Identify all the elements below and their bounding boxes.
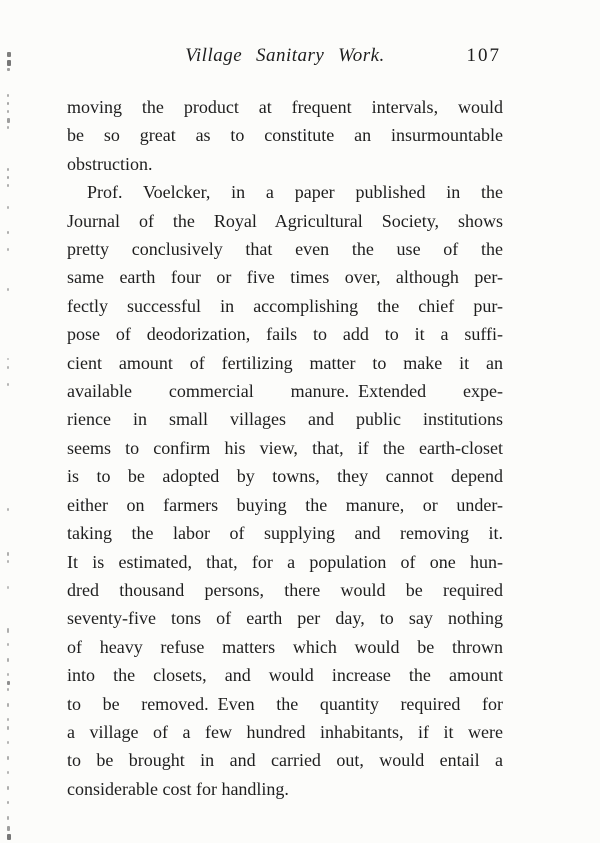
scan-artifact bbox=[7, 231, 9, 234]
scan-artifact bbox=[7, 206, 9, 209]
text-line: to be removed. Even the quantity required for bbox=[67, 693, 503, 714]
scan-artifact bbox=[7, 288, 9, 291]
text-line: considerable cost for handling. bbox=[67, 778, 289, 799]
scan-artifact bbox=[7, 826, 10, 831]
scan-artifact bbox=[7, 718, 9, 721]
text-line: seventy-five tons of earth per day, to say nothing bbox=[67, 608, 503, 629]
page-number: 107 bbox=[466, 45, 501, 66]
running-header bbox=[67, 0, 503, 71]
scan-artifact bbox=[7, 366, 9, 369]
scan-artifact bbox=[7, 102, 9, 105]
scan-artifact bbox=[7, 586, 9, 589]
text-line: rience in small villages and public institutions bbox=[67, 409, 503, 430]
scan-artifact bbox=[7, 118, 10, 123]
scan-artifact bbox=[7, 52, 11, 57]
scan-artifact bbox=[7, 94, 9, 97]
scan-artifact bbox=[7, 688, 9, 691]
text-line: same earth four or five times over, although per- bbox=[67, 267, 503, 288]
text-line: to be brought in and carried out, would entail a bbox=[67, 750, 503, 771]
scan-artifact bbox=[7, 834, 11, 840]
text-line: of heavy refuse matters which would be thrown bbox=[67, 636, 503, 657]
scan-artifact bbox=[7, 176, 9, 179]
scan-artifact bbox=[7, 756, 9, 760]
text-line: is to be adopted by towns, they cannot depend bbox=[67, 466, 503, 487]
scan-artifact bbox=[7, 168, 9, 171]
scan-artifact bbox=[7, 741, 9, 744]
scan-artifact bbox=[7, 703, 9, 707]
text-line: fectly successful in accomplishing the chief pur- bbox=[67, 295, 503, 316]
scan-artifact bbox=[7, 786, 9, 790]
scan-artifact bbox=[7, 643, 9, 646]
scan-artifact bbox=[7, 68, 10, 71]
running-header-title: Village Sanitary Work. bbox=[185, 45, 385, 66]
scan-artifact bbox=[7, 508, 9, 511]
scan-artifact bbox=[7, 628, 9, 633]
scan-artifact bbox=[7, 658, 9, 662]
text-line: pretty conclusively that even the use of the bbox=[67, 239, 503, 260]
text-line: Prof. Voelcker, in a paper published in the bbox=[87, 182, 503, 203]
text-line: cient amount of fertilizing matter to make it an bbox=[67, 352, 503, 373]
text-line: taking the labor of supplying and removing it. bbox=[67, 523, 503, 544]
scan-artifact bbox=[7, 816, 9, 820]
scan-artifact bbox=[7, 560, 9, 563]
scan-artifact bbox=[7, 110, 9, 113]
scan-artifact bbox=[7, 358, 9, 360]
scan-artifact bbox=[7, 771, 9, 774]
scan-artifact bbox=[7, 383, 9, 386]
text-line: dred thousand persons, there would be required bbox=[67, 579, 503, 600]
text-line: moving the product at frequent intervals, would bbox=[67, 97, 503, 117]
text-line: either on farmers buying the manure, or under- bbox=[67, 494, 503, 515]
text-line: a village of a few hundred inhabitants, if it were bbox=[67, 721, 503, 742]
scan-artifact bbox=[7, 60, 11, 66]
text-line: It is estimated, that, for a population of one hun- bbox=[67, 551, 503, 572]
text-line: obstruction. bbox=[67, 153, 153, 174]
scan-artifact bbox=[7, 801, 9, 804]
body-text bbox=[67, 93, 503, 803]
text-line: available commercial manure. Extended expe- bbox=[67, 381, 503, 402]
scan-artifact bbox=[7, 681, 10, 685]
text-line: be so great as to constitute an insurmountable bbox=[67, 125, 503, 146]
scan-artifact bbox=[7, 126, 9, 129]
text-line: into the closets, and would increase the amount bbox=[67, 665, 503, 686]
text-column bbox=[67, 0, 503, 803]
text-line: pose of deodorization, fails to add to it a suffi- bbox=[67, 324, 503, 345]
scan-artifact bbox=[7, 184, 9, 187]
scan-artifact bbox=[7, 726, 9, 730]
scan-artifact bbox=[7, 552, 9, 556]
scan-artifact bbox=[7, 248, 9, 251]
scan-artifact bbox=[7, 673, 9, 676]
text-line: Journal of the Royal Agricultural Society, shows bbox=[67, 210, 503, 231]
text-line: seems to confirm his view, that, if the earth-closet bbox=[67, 437, 503, 458]
